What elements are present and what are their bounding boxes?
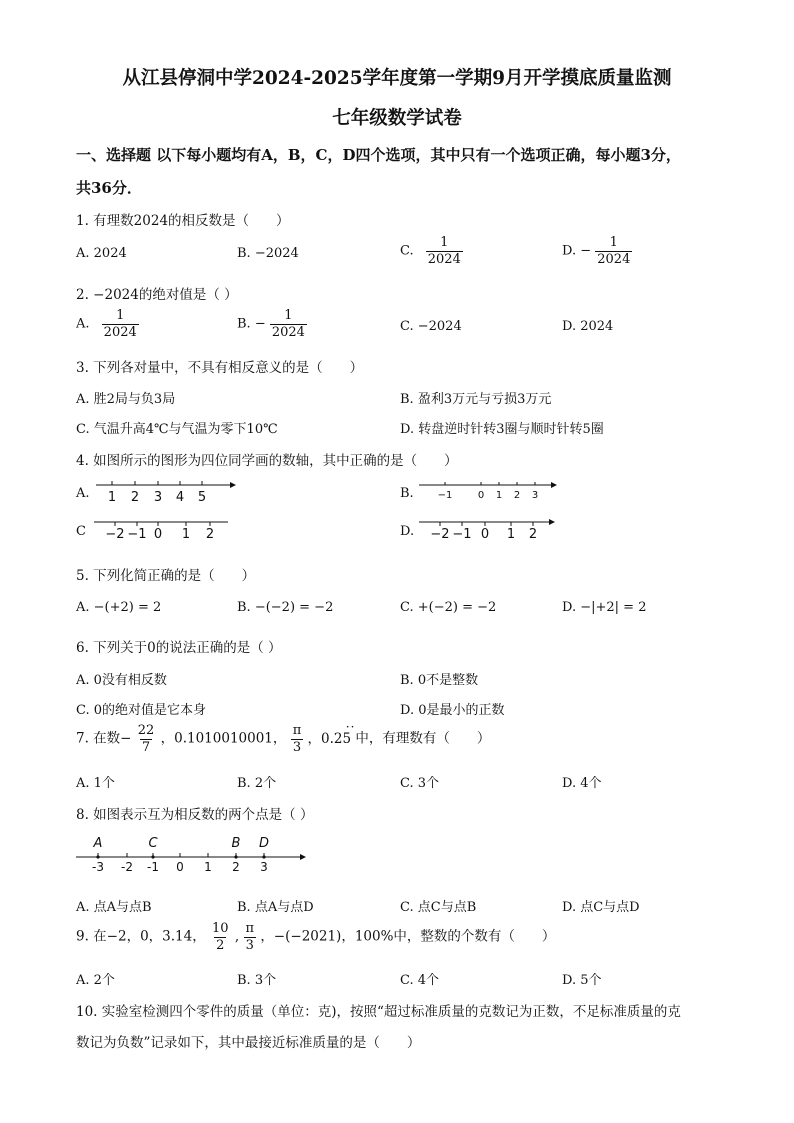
q8-option-c: C. 点C与点B: [400, 900, 477, 915]
q5-option-b: B. −(−2) = −2: [237, 600, 334, 615]
q7-repeating-decimal: [307, 719, 356, 747]
question-10-line1: 10. 实验室检测四个零件的质量（单位：克)，按照“超过标准质量的克数记为正数，不足标准质量的克: [76, 1004, 681, 1020]
q6-option-a: A. 0没有相反数: [76, 673, 167, 688]
q4d-tick-label-2: 0: [480, 527, 490, 542]
fraction-numerator: 22: [137, 723, 155, 738]
q2-option-b-label: B. −: [237, 316, 266, 332]
repeating-dots: ··: [345, 719, 356, 734]
q5-option-a: A. −(+2) = 2: [76, 600, 162, 615]
q1-option-c-fraction: [426, 236, 463, 266]
q9-fraction-10-2: [210, 922, 231, 952]
q2-option-a: [76, 309, 139, 339]
question-8: 8. 如图表示互为相反数的两个点是（ ）: [76, 807, 314, 823]
q5-option-c: C. +(−2) = −2: [400, 600, 497, 615]
q8-point-label-A: A: [93, 836, 103, 851]
q1-option-d-fraction: [595, 236, 632, 266]
q4b-tick-label-2: 1: [495, 490, 503, 501]
q4d-tick-label-0: −2: [430, 527, 450, 542]
q8-tick-label-5: 2: [232, 860, 240, 874]
fraction-denominator: 2024: [597, 251, 631, 267]
q4d-tick-label-3: 1: [506, 527, 516, 542]
q7-option-d: D. 4个: [562, 776, 602, 791]
q7-text-post: 中，有理数有（ ）: [355, 730, 491, 747]
q4-option-b-label: B.: [400, 486, 414, 501]
q9-fraction-pi-3: [243, 922, 256, 952]
q4-number-line-b: [415, 478, 565, 508]
q9-option-a: A. 2个: [76, 973, 115, 988]
question-10-line2: 数记为负数”记录如下，其中最接近标准质量的是（ ）: [76, 1035, 421, 1051]
q4d-tick-label-4: 2: [528, 527, 538, 542]
q6-option-b: B. 0不是整数: [400, 673, 479, 688]
question-5: 5. 下列化简正确的是（ ）: [76, 568, 256, 584]
section-heading-line2: 共36分．: [76, 179, 142, 197]
q8-tick-label-3: 0: [176, 860, 184, 874]
q8-tick-label-1: -2: [121, 860, 133, 874]
q1-option-d-label: D. −: [562, 243, 592, 259]
q2-option-a-fraction: [102, 309, 139, 339]
q7-text-mid1: ，0.1010010001，: [160, 730, 287, 747]
fraction-denominator: 2024: [427, 251, 461, 267]
q8-tick-label-6: 3: [260, 860, 268, 874]
section-heading-line1: 一、选择题 以下每小题均有A，B，C，D四个选项，其中只有一个选项正确，每小题3分，: [76, 146, 681, 164]
q9-option-b: B. 3个: [237, 973, 277, 988]
q4-number-line-c: [90, 514, 240, 544]
exam-subtitle: 七年级数学试卷: [332, 108, 462, 129]
q4c-tick-label-4: 2: [205, 527, 215, 542]
q4b-tick-label-1: 0: [477, 490, 485, 501]
fraction-denominator: 3: [292, 739, 302, 755]
q7-option-b: B. 2个: [237, 776, 277, 791]
q8-point-D: [262, 855, 265, 858]
question-1: 1. 有理数2024的相反数是（ ）: [76, 213, 290, 229]
q4-number-line-a: [90, 478, 240, 508]
q3-option-b: B. 盈利3万元与亏损3万元: [400, 392, 552, 407]
q4a-tick-label-3: 4: [175, 490, 185, 505]
q8-point-A: [96, 855, 99, 858]
q7-text-mid2: ，0.25: [307, 730, 352, 747]
fraction-denominator: 2024: [103, 324, 137, 340]
q8-option-b: B. 点A与点D: [237, 900, 314, 915]
q1-option-b: B. −2024: [237, 246, 299, 261]
q4-option-a-label: A.: [76, 486, 90, 501]
q8-option-d: D. 点C与点D: [562, 900, 640, 915]
q2-option-a-label: A.: [76, 316, 90, 332]
q3-option-c: C. 气温升高4℃与气温为零下10℃: [76, 422, 278, 437]
fraction-numerator: 1: [609, 235, 618, 250]
q4a-tick-label-4: 5: [197, 490, 207, 505]
q5-option-d: D. −|+2| = 2: [562, 600, 647, 615]
fraction-numerator: 1: [440, 235, 449, 250]
q1-option-c-label: C.: [400, 243, 414, 259]
fraction-numerator: 10: [212, 921, 229, 936]
fraction-numerator: 1: [116, 308, 125, 323]
q9-option-d: D. 5个: [562, 973, 602, 988]
q8-number-line: [74, 834, 314, 876]
q2-option-c: C. −2024: [400, 319, 462, 334]
q4a-tick-label-1: 2: [130, 490, 140, 505]
fraction-numerator: 1: [284, 308, 293, 323]
q1-option-d: [562, 236, 632, 266]
q7-option-c: C. 3个: [400, 776, 440, 791]
q4b-tick-label-3: 2: [513, 490, 521, 501]
question-6: 6. 下列关于0的说法正确的是（ ）: [76, 640, 282, 656]
q7-option-a: A. 1个: [76, 776, 115, 791]
q3-option-a: A. 胜2局与负3局: [76, 392, 176, 407]
q7-text-pre: 7. 在数−: [76, 730, 132, 747]
q7-fraction-pi-3: [291, 724, 304, 754]
q9-text-post: ，−(−2021)，100%中，整数的个数有（ ）: [260, 928, 556, 945]
fraction-denominator: 3: [245, 937, 254, 953]
q6-option-c: C. 0的绝对值是它本身: [76, 703, 207, 718]
question-7: [76, 719, 491, 755]
q4b-tick-label-0: −1: [437, 490, 453, 501]
q8-tick-label-2: -1: [147, 860, 159, 874]
q8-point-label-C: C: [148, 836, 158, 851]
fraction-denominator: 2: [216, 937, 225, 953]
q9-comma: ,: [234, 928, 240, 945]
q6-option-d: D. 0是最小的正数: [400, 703, 505, 718]
q7-fraction-22-7: [136, 724, 157, 754]
q8-option-a: A. 点A与点B: [76, 900, 152, 915]
q4b-tick-label-4: 3: [531, 490, 539, 501]
question-4: 4. 如图所示的图形为四位同学画的数轴，其中正确的是（ ）: [76, 453, 458, 469]
q4a-tick-label-0: 1: [107, 490, 117, 505]
q2-option-b: [237, 309, 307, 339]
q4c-tick-label-2: 0: [153, 527, 163, 542]
q1-option-a: A. 2024: [76, 246, 127, 261]
q4-option-c-label: C: [76, 524, 86, 539]
fraction-numerator: π: [245, 921, 255, 936]
fraction-denominator: 2024: [271, 324, 305, 340]
q8-tick-label-0: -3: [92, 860, 104, 874]
q8-point-B: [234, 855, 237, 858]
question-3: 3. 下列各对量中，不具有相反意义的是（ ）: [76, 360, 364, 376]
q4c-tick-label-0: −2: [105, 527, 125, 542]
q8-point-C: [151, 855, 154, 858]
q4c-tick-label-3: 1: [181, 527, 191, 542]
fraction-denominator: 7: [141, 739, 151, 755]
q9-text-pre: 9. 在−2，0，3.14，: [76, 928, 206, 945]
q4-option-d-label: D.: [400, 524, 415, 539]
q4d-tick-label-1: −1: [452, 527, 472, 542]
q4-number-line-d: [415, 514, 565, 544]
q3-option-d: D. 转盘逆时针转3圈与顺时针转5圈: [400, 422, 604, 437]
q9-option-c: C. 4个: [400, 973, 440, 988]
exam-title: 从江县停洞中学2024-2025学年度第一学期9月开学摸底质量监测: [122, 68, 672, 89]
q8-point-label-B: B: [231, 836, 241, 851]
q2-option-b-fraction: [270, 309, 307, 339]
question-2: 2. −2024的绝对值是（ ）: [76, 287, 238, 303]
fraction-numerator: π: [292, 723, 302, 738]
q1-option-c: [400, 236, 463, 266]
q8-point-label-D: D: [258, 836, 270, 851]
q4c-tick-label-1: −1: [127, 527, 147, 542]
question-9: [76, 922, 555, 952]
q4a-tick-label-2: 3: [153, 490, 163, 505]
q8-tick-label-4: 1: [204, 860, 212, 874]
q2-option-d: D. 2024: [562, 319, 614, 334]
